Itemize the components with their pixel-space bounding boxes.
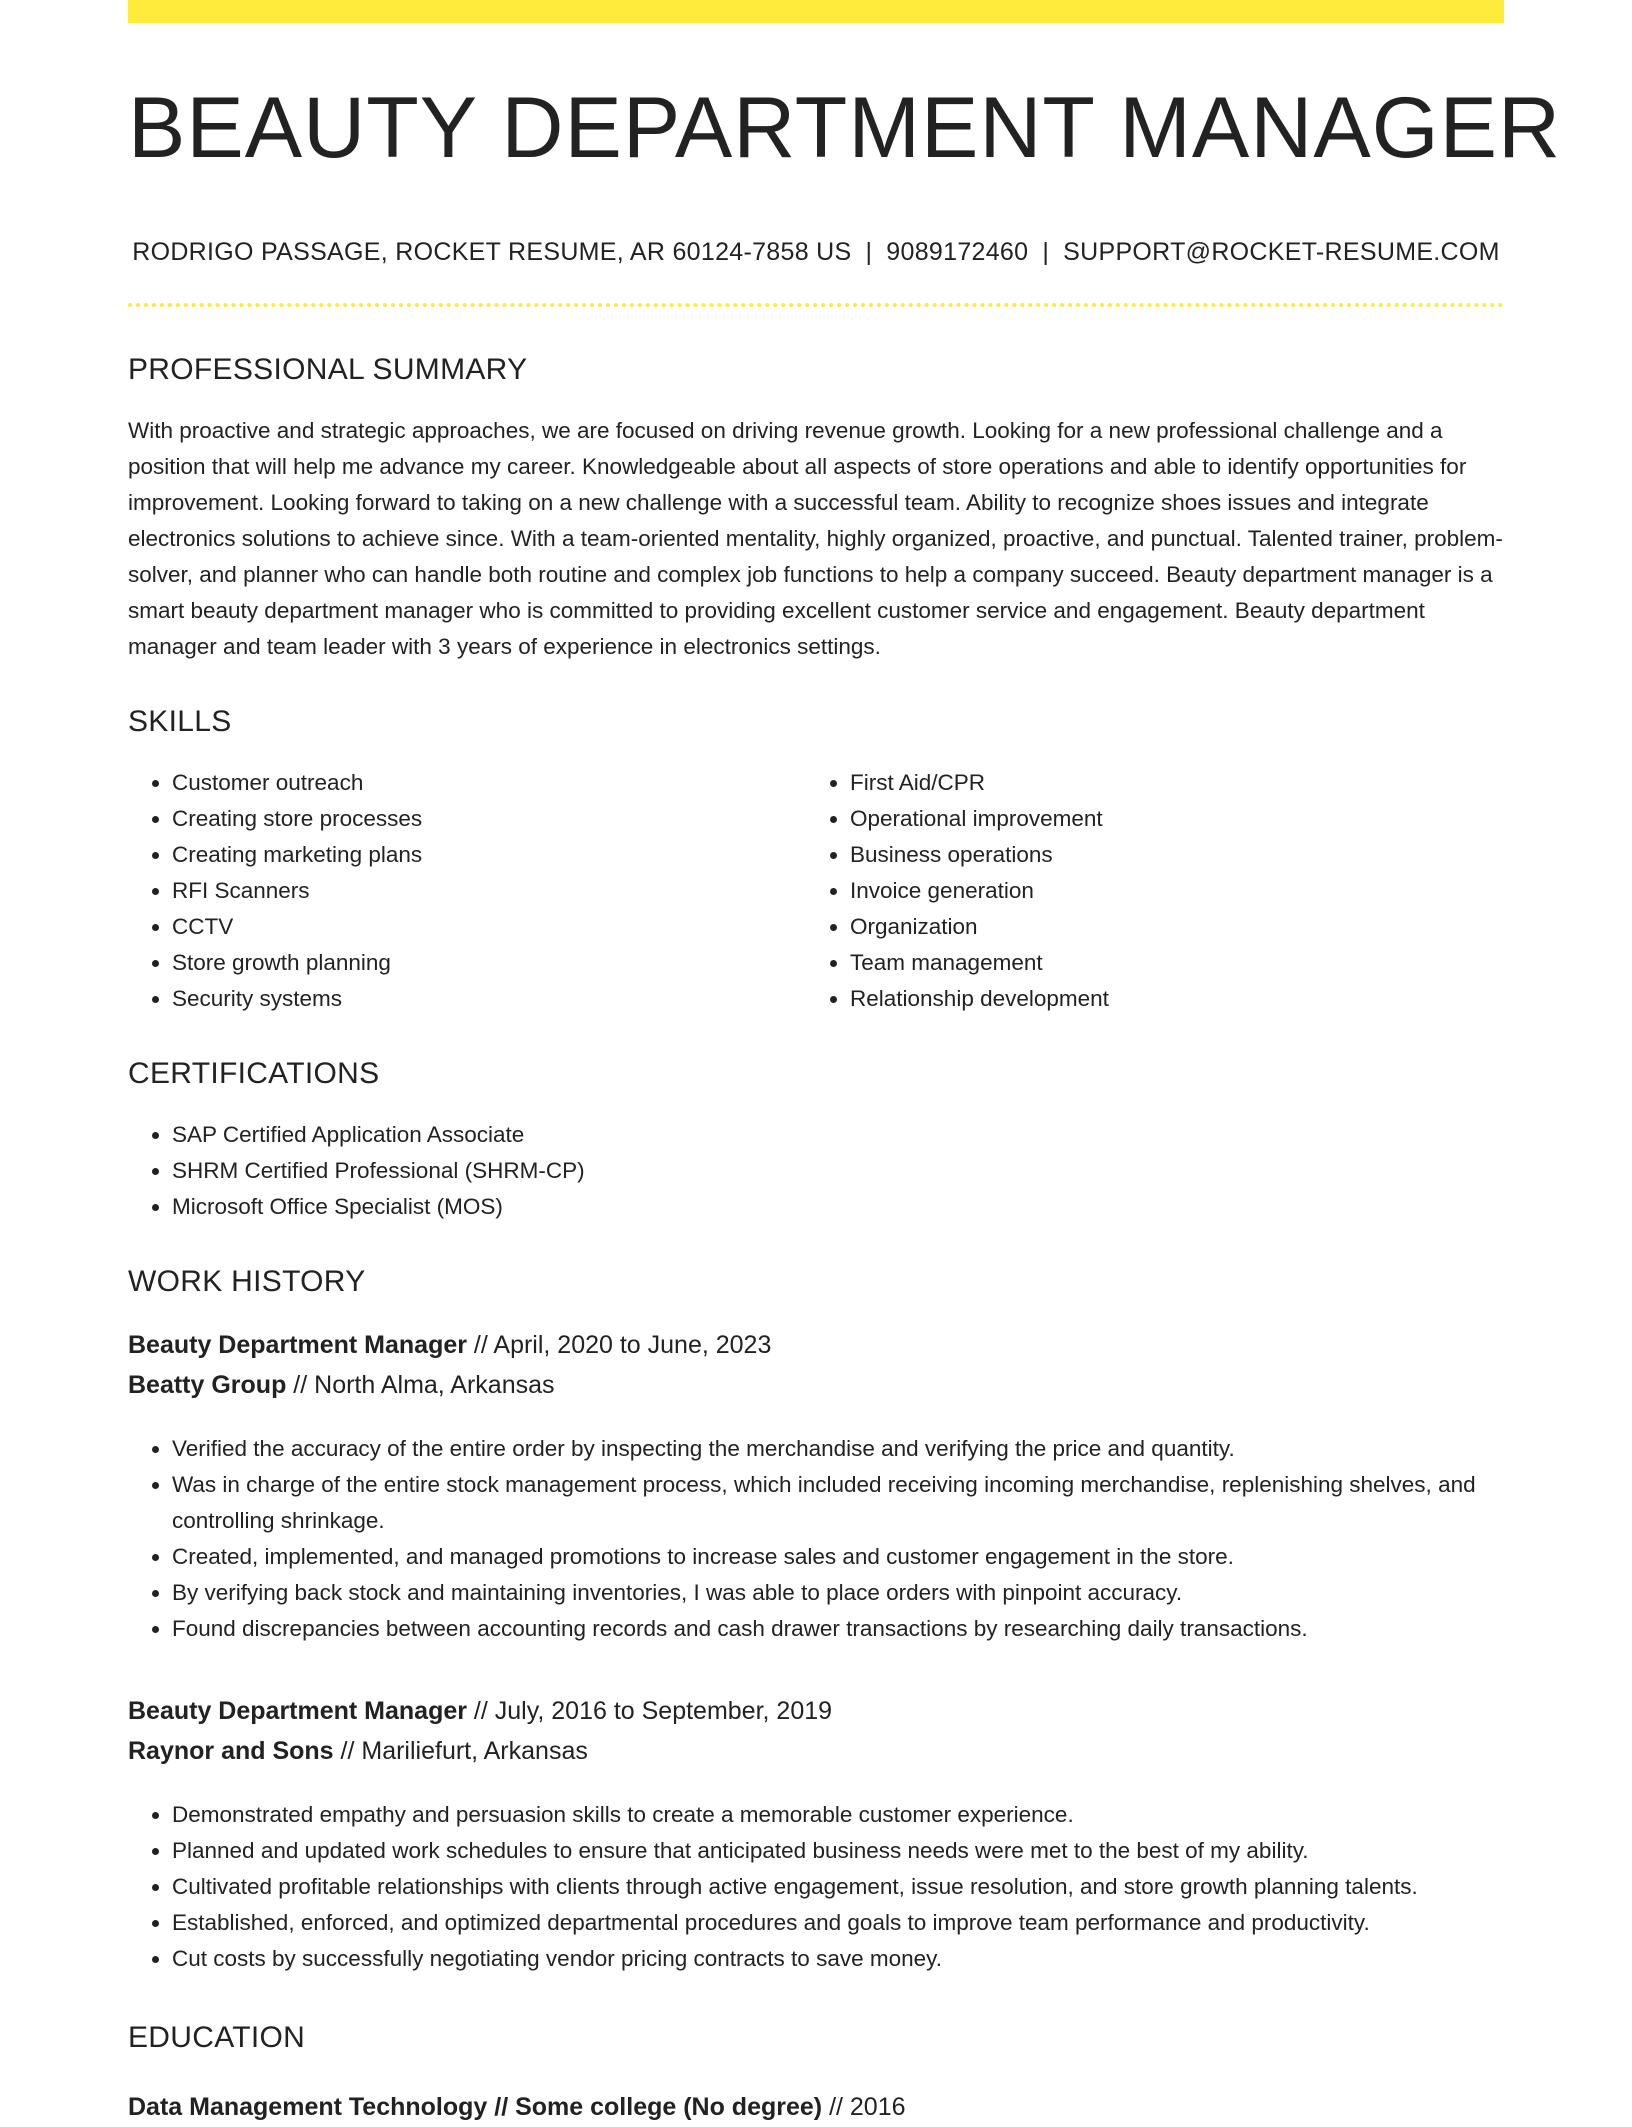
summary-text: With proactive and strategic approaches, we are focused on driving revenue growth. Looking for a new professional challenge and a position that will help me advance my career. Knowledgeable about all aspects of store operations and able to identify opportunities for improvement. Looking forward to taking on a new challenge with a successful team. Ability to recognize shoes issues and integrate electronics solutions to achieve since. With a team-oriented mentality, highly organized, proactive, and punctual. Talented trainer, problem-solver, and planner who can handle both routine and complex job functions to help a company succeed. Beauty department manager is a smart beauty department manager who is committed to providing excellent customer service and engagement. Beauty department manager and team leader with 3 years of experience in electronics settings. [128, 417, 1503, 659]
job-duties-list [128, 1431, 1504, 1647]
job-dates: // July, 2016 to September, 2019 [466, 1696, 833, 1725]
job-company: Beatty Group [128, 1370, 287, 1399]
job-duty-item: • By verifying back stock and maintaining inventories, I was able to place orders with pinpoint accuracy. [172, 1575, 1504, 1611]
education-line [128, 2087, 1504, 2127]
job-company: Raynor and Sons [128, 1736, 334, 1765]
job-company-line [128, 1731, 1504, 1771]
job-duty-item: • Cultivated profitable relationships with clients through active engagement, issue resolution, and store growth planning talents. [172, 1869, 1504, 1905]
education-year: // 2016 [822, 2092, 906, 2121]
education-heading: EDUCATION [128, 2020, 306, 2054]
work-history-heading: WORK HISTORY [128, 1264, 366, 1298]
skill-item: • First Aid/CPR [850, 765, 1450, 801]
skill-item: • Team management [850, 945, 1450, 981]
job-duty-item: • Created, implemented, and managed promotions to increase sales and customer engagement in the store. [172, 1539, 1504, 1575]
contact-email: SUPPORT@ROCKET-RESUME.COM [1063, 237, 1500, 266]
contact-separator: | [865, 237, 873, 266]
skill-item: • Invoice generation [850, 873, 1450, 909]
skill-item: • Creating store processes [172, 801, 806, 837]
resume-page [128, 0, 1562, 2127]
education-degree: Data Management Technology // Some college (No degree) [128, 2092, 823, 2121]
certifications-heading: CERTIFICATIONS [128, 1056, 380, 1090]
certification-item: • SHRM Certified Professional (SHRM-CP) [172, 1153, 1504, 1189]
certification-item: • SAP Certified Application Associate [172, 1117, 1504, 1153]
contact-address: RODRIGO PASSAGE, ROCKET RESUME, AR 60124-7858 US [132, 237, 852, 266]
skills-list-left [128, 765, 806, 1017]
skill-item: • Creating marketing plans [172, 837, 806, 873]
dotted-divider [128, 303, 1504, 307]
job-title-line [128, 1691, 1504, 1731]
job-duty-item: • Cut costs by successfully negotiating vendor pricing contracts to save money. [172, 1941, 1504, 1977]
job-dates: // April, 2020 to June, 2023 [466, 1330, 772, 1359]
job-duty-item: • Found discrepancies between accounting records and cash drawer transactions by researching daily transactions. [172, 1611, 1504, 1647]
job-title: Beauty Department Manager [128, 1330, 467, 1359]
job-location: // North Alma, Arkansas [286, 1370, 555, 1399]
contact-line [128, 238, 1504, 267]
skill-item: • Operational improvement [850, 801, 1450, 837]
skill-item: • Store growth planning [172, 945, 806, 981]
skill-item: • Relationship development [850, 981, 1450, 1017]
certification-item: • Microsoft Office Specialist (MOS) [172, 1189, 1504, 1225]
skills-columns [128, 765, 1504, 1017]
skill-item: • Customer outreach [172, 765, 806, 801]
skill-item: • CCTV [172, 909, 806, 945]
top-accent-bar [128, 0, 1504, 23]
contact-separator: | [1042, 237, 1050, 266]
summary-heading: PROFESSIONAL SUMMARY [128, 352, 528, 386]
job-duty-item: • Established, enforced, and optimized departmental procedures and goals to improve team performance and productivity. [172, 1905, 1504, 1941]
skill-item: • Security systems [172, 981, 806, 1017]
job-duty-item: • Demonstrated empathy and persuasion skills to create a memorable customer experience. [172, 1797, 1504, 1833]
certifications-list [128, 1117, 1504, 1225]
skills-heading: SKILLS [128, 704, 232, 738]
job-title-line [128, 1325, 1504, 1365]
job-duty-item: • Verified the accuracy of the entire order by inspecting the merchandise and verifying the price and quantity. [172, 1431, 1504, 1467]
skills-list-right [806, 765, 1450, 1017]
job-duty-item: • Was in charge of the entire stock management process, which included receiving incoming merchandise, replenishing shelves, and controlling shrinkage. [172, 1467, 1504, 1539]
contact-phone: 9089172460 [886, 237, 1029, 266]
skill-item: • Organization [850, 909, 1450, 945]
skill-item: • RFI Scanners [172, 873, 806, 909]
page-title: BEAUTY DEPARTMENT MANAGER [128, 80, 1562, 176]
job-company-line [128, 1365, 1504, 1405]
job-title: Beauty Department Manager [128, 1696, 467, 1725]
job-location: // Mariliefurt, Arkansas [333, 1736, 588, 1765]
skill-item: • Business operations [850, 837, 1450, 873]
job-duties-list [128, 1797, 1504, 1977]
job-duty-item: • Planned and updated work schedules to ensure that anticipated business needs were met to the best of my ability. [172, 1833, 1504, 1869]
